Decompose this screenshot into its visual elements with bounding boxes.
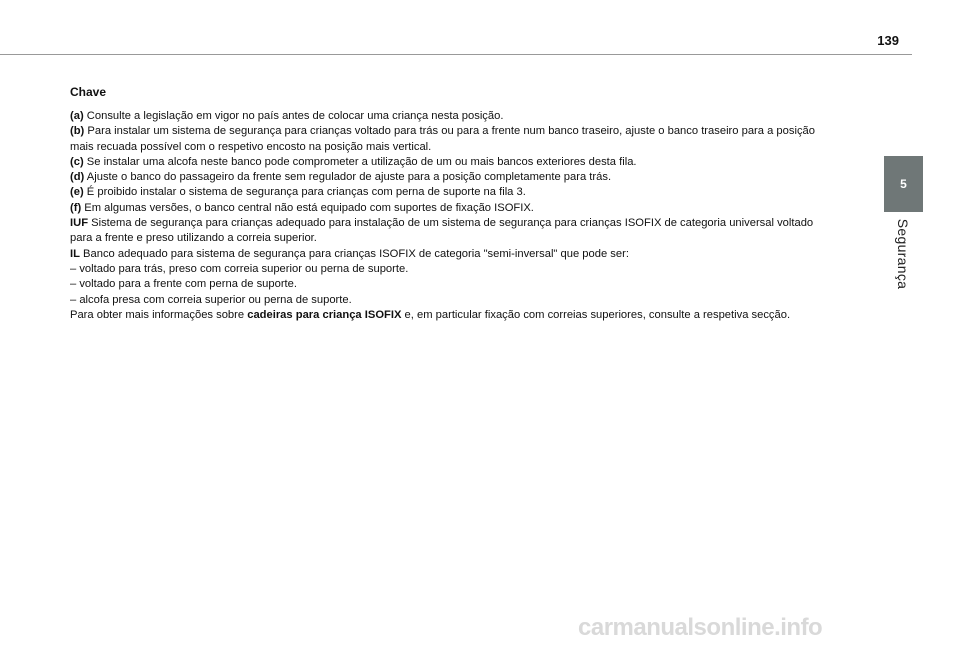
key-line-iuf: [70, 216, 870, 231]
key-label: (c): [70, 155, 84, 168]
key-line-b-continued: [70, 140, 870, 155]
list-item-text: – voltado para a frente com perna de suporte.: [70, 278, 298, 291]
section-heading: Chave: [70, 85, 107, 99]
key-line-a: [70, 109, 870, 124]
key-section: [70, 85, 870, 323]
key-text: Ajuste o banco do passageiro da frente sem regulador de ajuste para a posição completamente para trás.: [84, 171, 612, 184]
key-line-iuf-continued: [70, 231, 870, 246]
key-label: (e): [70, 186, 84, 199]
header-divider: [0, 54, 912, 55]
key-line-b: [70, 124, 870, 139]
key-label: (d): [70, 171, 85, 184]
more-info-line: [70, 308, 870, 323]
key-text: Se instalar uma alcofa neste banco pode comprometer a utilização de um ou mais bancos exteriores desta fila.: [83, 155, 637, 168]
key-text: mais recuada possível com o respetivo encosto na posição mais vertical.: [70, 140, 432, 153]
chapter-title: Segurança: [895, 218, 911, 290]
list-item-text: – alcofa presa com correia superior ou perna de suporte.: [70, 293, 352, 306]
chapter-number: 5: [900, 177, 907, 191]
key-text: Banco adequado para sistema de segurança para crianças ISOFIX de categoria "semi-inversal" que pode ser:: [79, 247, 629, 260]
list-item: [70, 293, 870, 308]
list-item: [70, 262, 870, 277]
key-label: (b): [70, 125, 85, 138]
key-line-il: [70, 247, 870, 262]
key-line-c: [70, 155, 870, 170]
chapter-tab[interactable]: [884, 156, 923, 212]
list-item-text: – voltado para trás, preso com correia superior ou perna de suporte.: [70, 262, 409, 275]
more-info-text-before: Para obter mais informações sobre: [70, 308, 248, 321]
key-text: Para instalar um sistema de segurança para crianças voltado para trás ou para a frente num banco traseiro, ajuste o banco traseiro para a posição: [84, 125, 815, 138]
key-line-d: [70, 170, 870, 185]
key-label: IUF: [70, 217, 89, 230]
key-text: Consulte a legislação em vigor no país antes de colocar uma criança nesta posição.: [83, 110, 504, 122]
page-number: 139: [877, 33, 899, 48]
key-label: (f): [70, 201, 82, 214]
more-info-text-after: e, em particular fixação com correias superiores, consulte a respetiva secção.: [401, 308, 791, 321]
key-text: É proibido instalar o sistema de segurança para crianças com perna de suporte na fila 3.: [83, 186, 526, 199]
list-item: [70, 277, 870, 292]
key-text: para a frente e preso utilizando a correia superior.: [70, 232, 317, 245]
isofix-reference: cadeiras para criança ISOFIX: [247, 308, 402, 321]
key-text: Sistema de segurança para crianças adequado para instalação de um sistema de segurança para crianças ISOFIX de categoria universal voltado: [88, 217, 814, 230]
watermark: carmanualsonline.info: [578, 614, 823, 641]
key-label: IL: [70, 247, 80, 260]
key-line-f: [70, 201, 870, 216]
key-line-e: [70, 185, 870, 200]
key-text: Em algumas versões, o banco central não está equipado com suportes de fixação ISOFIX.: [81, 201, 534, 214]
key-label: (a): [70, 110, 84, 122]
